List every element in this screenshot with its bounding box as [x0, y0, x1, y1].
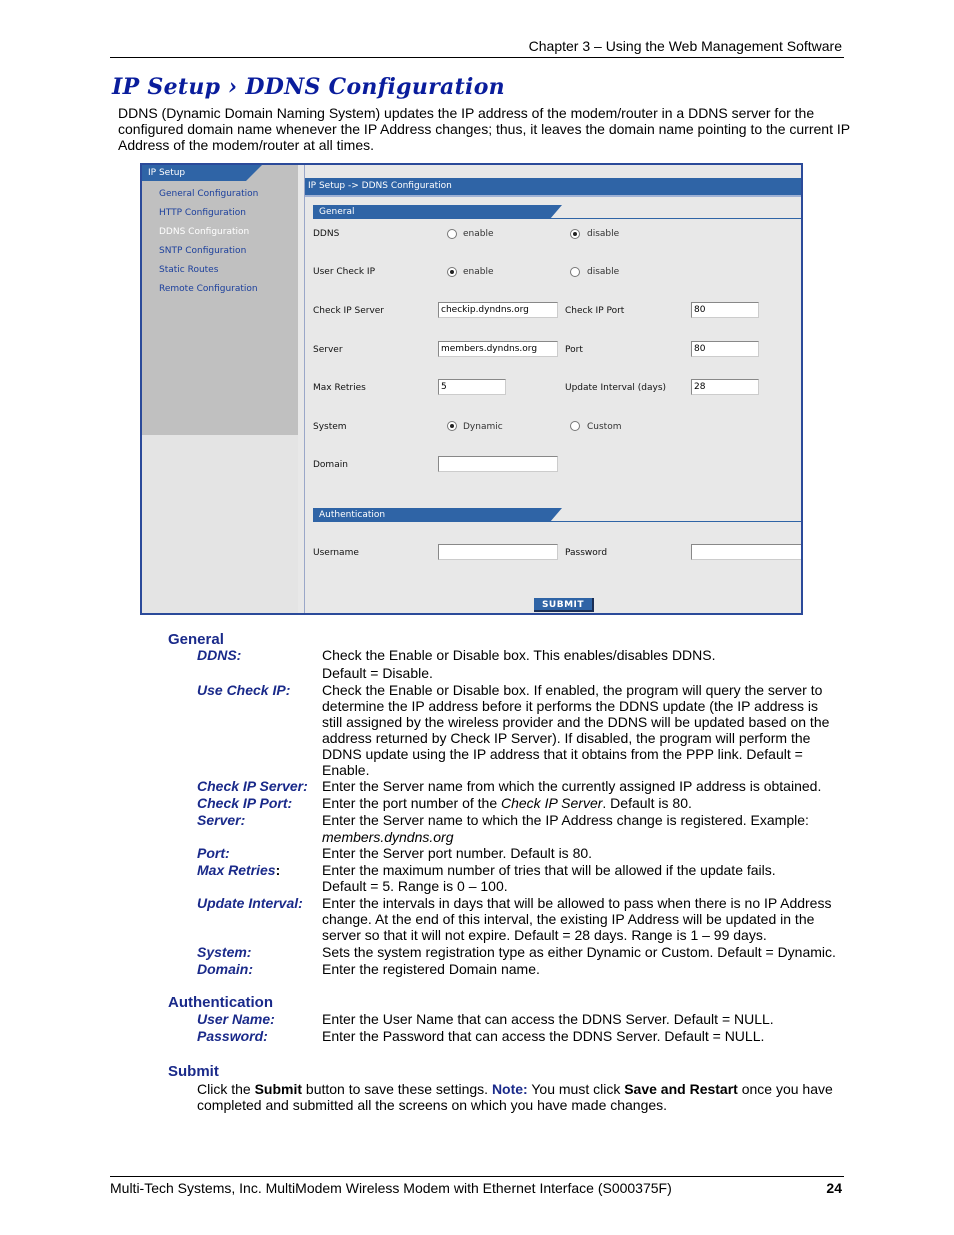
note-label: Note:: [491, 1081, 528, 1097]
general-heading: General: [168, 631, 224, 648]
chapter-header: Chapter 3 – Using the Web Management Software: [528, 38, 842, 54]
submit-text-d: You must click: [527, 1081, 625, 1097]
user-check-ip-disable-radio[interactable]: [570, 267, 580, 277]
check-ip-server-input[interactable]: checkip.dyndns.org: [438, 302, 558, 318]
save-and-restart-text: Save and Restart: [624, 1081, 738, 1097]
sidebar-item-static-routes[interactable]: Static Routes: [159, 265, 219, 275]
ddns-disable-radio[interactable]: [570, 229, 580, 239]
page-title: IP Setup › DDNS Configuration: [112, 74, 505, 100]
domain-term: Domain:: [197, 961, 253, 977]
server-label: Server: [313, 345, 343, 355]
system-label: System: [313, 422, 347, 432]
system-description: Sets the system registration type as either Dynamic or Custom. Default = Dynamic.: [322, 944, 836, 960]
max-retries-input[interactable]: 5: [438, 379, 506, 395]
server-term: Server:: [197, 812, 246, 828]
check-ip-server-term: Check IP Server:: [197, 778, 308, 794]
server-input[interactable]: members.dyndns.org: [438, 341, 558, 357]
update-interval-label: Update Interval (days): [565, 383, 667, 393]
ddns-description: Check the Enable or Disable box. This enables/disables DDNS.: [322, 647, 716, 663]
domain-description: Enter the registered Domain name.: [322, 961, 540, 977]
max-retries-term: [197, 862, 280, 878]
sidebar-lower-area: [142, 435, 298, 615]
sidebar-item-remote-configuration[interactable]: Remote Configuration: [159, 284, 258, 294]
user-check-ip-label: User Check IP: [313, 267, 376, 277]
port-term: Port:: [197, 845, 230, 861]
intro-paragraph: DDNS (Dynamic Domain Naming System) updates the IP address of the modem/router in a DDNS server for the configured domain name whenever the IP Address changes; thus, it leaves the domain name pointing to the current IP Address of the modem/router at all times.: [118, 105, 850, 153]
header-rule: [110, 57, 844, 58]
check-ip-port-desc-em: Check IP Server: [501, 795, 603, 811]
authentication-heading: Authentication: [168, 994, 273, 1011]
port-label: Port: [565, 345, 583, 355]
submit-text-c: button to save these settings.: [302, 1081, 492, 1097]
user-check-ip-enable-label: enable: [463, 267, 494, 277]
submit-button[interactable]: SUBMIT: [534, 598, 594, 612]
page-number: 24: [826, 1180, 842, 1196]
domain-label: Domain: [313, 460, 348, 470]
submit-heading: Submit: [168, 1063, 219, 1080]
ddns-enable-radio[interactable]: [447, 229, 457, 239]
general-section-tab: [550, 205, 562, 219]
use-check-ip-term: Use Check IP:: [197, 682, 291, 698]
sidebar-item-sntp-configuration[interactable]: SNTP Configuration: [159, 246, 247, 256]
check-ip-port-desc-a: Enter the port number of the: [322, 795, 501, 811]
port-input[interactable]: 80: [691, 341, 759, 357]
system-dynamic-radio[interactable]: [447, 421, 457, 431]
authentication-section-tab: [550, 508, 562, 522]
password-input[interactable]: [691, 544, 803, 560]
max-retries-description: Enter the maximum number of tries that will be allowed if the update fails.: [322, 862, 776, 878]
max-retries-term-text: Max Retries: [197, 862, 276, 878]
check-ip-port-desc-b: . Default is 80.: [602, 795, 692, 811]
use-check-ip-description: Check the Enable or Disable box. If enabled, the program will query the server to determine the IP address before it performs the DDNS update (the IP address is still assigned by the wireless provider and the DDNS will be updated based on the address returned by Check IP Server). If disabled, the program will perform the DDNS update using the IP address that it obtains from the PPP link. Default = Enable.: [322, 682, 830, 778]
password-label: Password: [565, 548, 608, 558]
username-input[interactable]: [438, 544, 558, 560]
general-section-line: [550, 218, 803, 219]
submit-text-a: Click the: [197, 1081, 255, 1097]
authentication-section-line: [550, 521, 803, 522]
check-ip-server-label: Check IP Server: [313, 306, 385, 316]
ddns-default: Default = Disable.: [322, 665, 433, 681]
max-retries-term-colon: :: [275, 862, 281, 878]
footer-rule: [110, 1176, 844, 1177]
system-custom-radio[interactable]: [570, 421, 580, 431]
password-term: Password:: [197, 1028, 268, 1044]
port-description: Enter the Server port number. Default is 80.: [322, 845, 593, 861]
check-ip-server-description: Enter the Server name from which the currently assigned IP address is obtained.: [322, 778, 822, 794]
check-ip-port-label: Check IP Port: [565, 306, 625, 316]
server-example: members.dyndns.org: [322, 829, 454, 845]
sidebar-item-http-configuration[interactable]: HTTP Configuration: [159, 208, 246, 218]
sidebar-heading: IP Setup: [142, 165, 246, 181]
system-custom-label: Custom: [587, 422, 622, 432]
check-ip-port-description: [322, 795, 842, 811]
user-check-ip-enable-radio[interactable]: [447, 267, 457, 277]
update-interval-term: Update Interval:: [197, 895, 303, 911]
ddns-term: DDNS:: [197, 647, 242, 663]
system-dynamic-label: Dynamic: [463, 422, 503, 432]
update-interval-description: Enter the intervals in days that will be allowed to pass when there is no IP Address change. At the end of this interval, the existing IP Address will be updated in the server so that it will not expire. Default = 28 days. Range is 1 – 99 days.: [322, 895, 832, 943]
footer-text: Multi-Tech Systems, Inc. MultiModem Wireless Modem with Ethernet Interface (S000375F): [110, 1180, 672, 1196]
submit-text-bold: Submit: [254, 1081, 303, 1097]
max-retries-label: Max Retries: [313, 383, 366, 393]
ddns-screenshot: [140, 163, 803, 615]
user-name-description: Enter the User Name that can access the DDNS Server. Default = NULL.: [322, 1011, 774, 1027]
username-label: Username: [313, 548, 359, 558]
general-section-bar: General: [313, 205, 550, 219]
submit-paragraph: [197, 1081, 847, 1113]
ddns-disable-label: disable: [587, 229, 620, 239]
domain-input[interactable]: [438, 456, 558, 472]
submit-text-f: once you have completed and submitted all the screens on which you have made changes.: [197, 1081, 833, 1113]
sidebar-item-ddns-configuration[interactable]: DDNS Configuration: [159, 227, 250, 237]
max-retries-default: Default = 5. Range is 0 – 100.: [322, 878, 508, 894]
server-description: Enter the Server name to which the IP Address change is registered. Example:: [322, 812, 809, 828]
user-check-ip-disable-label: disable: [587, 267, 620, 277]
system-term: System:: [197, 944, 252, 960]
ddns-label: DDNS: [313, 229, 340, 239]
user-name-term: User Name:: [197, 1011, 275, 1027]
authentication-section-bar: Authentication: [313, 508, 550, 522]
ddns-page-title: IP Setup -> DDNS Configuration: [305, 178, 803, 195]
check-ip-port-term: Check IP Port:: [197, 795, 293, 811]
password-description: Enter the Password that can access the DDNS Server. Default = NULL.: [322, 1028, 765, 1044]
ddns-enable-label: enable: [463, 229, 494, 239]
sidebar-heading-tab: [246, 165, 262, 181]
update-interval-input[interactable]: 28: [691, 379, 759, 395]
content-divider: [304, 165, 305, 615]
sidebar-item-general-configuration[interactable]: General Configuration: [159, 189, 259, 199]
title-underline: [305, 195, 803, 197]
sidebar: [142, 165, 298, 435]
check-ip-port-input[interactable]: 80: [691, 302, 759, 318]
